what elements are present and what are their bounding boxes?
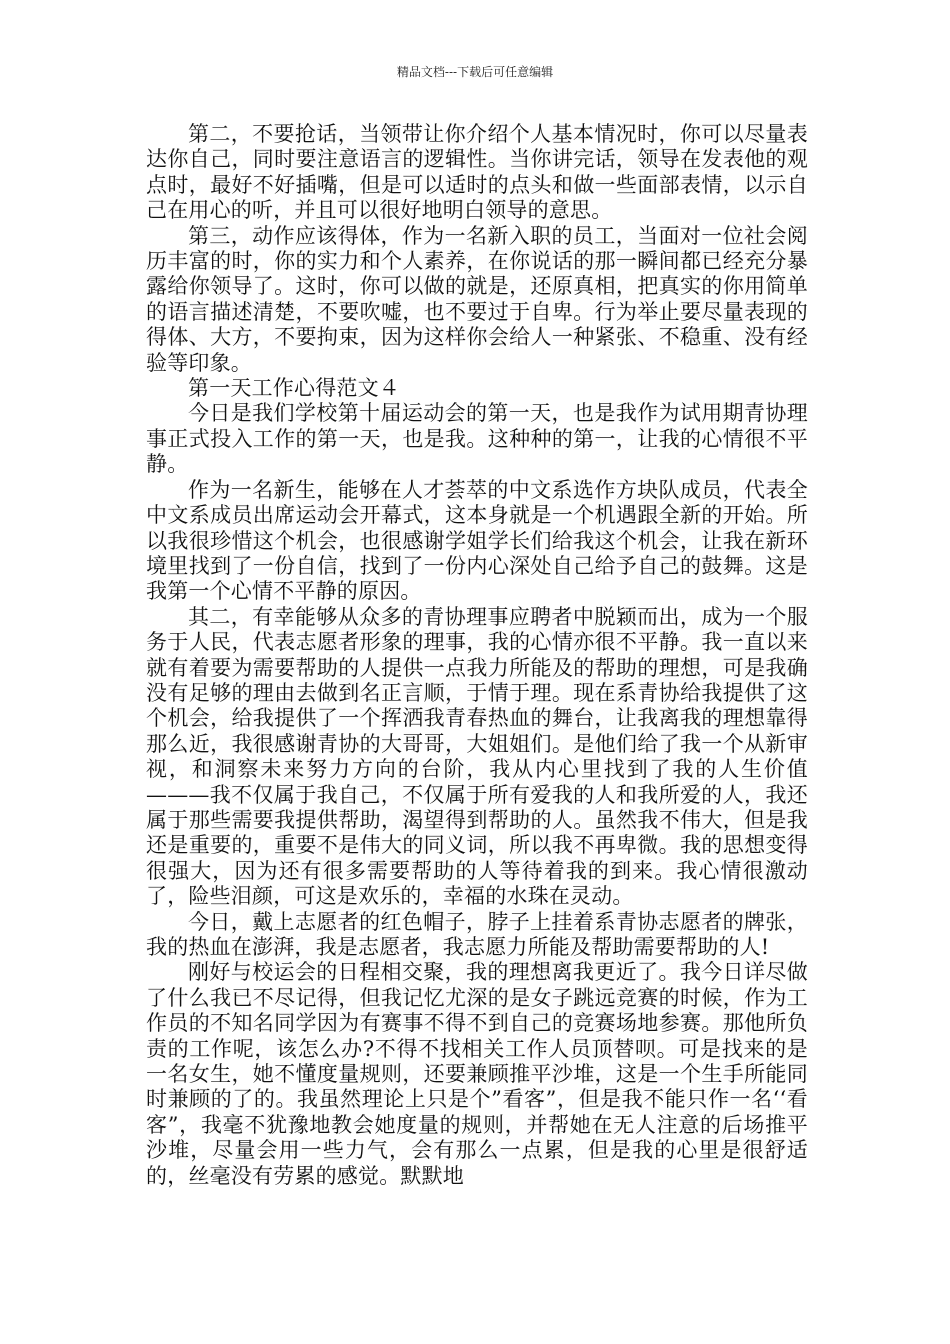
paragraph-second-point: 第二，不要抢话，当领带让你介绍个人基本情况时，你可以尽量表达你自己，同时要注意语言的逻辑性。当你讲完话，领导在发表他的观点时，最好不好插嘴，但是可以适时的点头和做一些面部表情，以示自己在用心的听，并且可以很好地明白领导的意思。 [146,122,808,223]
section-heading: 第一天工作心得范文４ [188,376,400,401]
paragraph-intro: 今日是我们学校第十届运动会的第一天，也是我作为试用期青协理事正式投入工作的第一天，也是我。这种种的第一，让我的心情很不平静。 [146,401,808,477]
paragraph-third-point: 第三，动作应该得体，作为一名新入职的员工，当面对一位社会阅历丰富的时，你的实力和个人素养，在你说话的那一瞬间都已经充分暴露给你领导了。这时，你可以做的就是，还原真相，把真实的你用简单的语言描述清楚，不要吹嘘，也不要过于自卑。行为举止要尽量表现的得体、大方，不要拘束，因为这样你会给人一种紧张、不稳重、没有经验等印象。 [146,223,808,375]
document-body [146,122,808,1189]
paragraph-secondly: 其二，有幸能够从众多的青协理事应聘者中脱颖而出，成为一个服务于人民，代表志愿者形象的理事，我的心情亦很不平静。我一直以来就有着要为需要帮助的人提供一点我力所能及的帮助的理想，可是我确没有足够的理由去做到名正言顺，于情于理。现在系青协给我提供了这个机会，给我提供了一个挥洒我青春热血的舞台，让我离我的理想靠得那么近，我很感谢青协的大哥哥，大姐姐们。是他们给了我一个从新审视，和洞察未来努力方向的台阶，我从内心里找到了我的人生价值———我不仅属于我自己，不仅属于所有爱我的人和我所爱的人，我还属于那些需要我提供帮助，渴望得到帮助的人。虽然我不伟大，但是我还是重要的，重要不是伟大的同义词，所以我不再卑微。我的思想变得很强大，因为还有很多需要帮助的人等待着我的到来。我心情很激动了，险些泪颜，可这是欢乐的，幸福的水珠在灵动。 [146,604,808,909]
paragraph-sports-meet: 刚好与校运会的日程相交聚，我的理想离我更近了。我今日详尽做了什么我已不尽记得，但我记忆尤深的是女子跳远竞赛的时候，作为工作员的不知名同学因为有赛事不得不到自己的竞赛场地参赛。那他所负责的工作呢，该怎么办?不得不找相关工作人员顶替呗。可是找来的是一名女生，她不懂度量规则，还要兼顾推平沙堆，这是一个生手所能同时兼顾的了的。我虽然理论上只是个”看客”，但是我不能只作一名‘‘看客”，我毫不犹豫地教会她度量的规则，并帮她在无人注意的后场推平沙堆，尽量会用一些力气，会有那么一点累，但是我的心里是很舒适的，丝毫没有劳累的感觉。默默地 [146,960,808,1188]
paragraph-new-student: 作为一名新生，能够在人才荟萃的中文系选作方块队成员，代表全中文系成员出席运动会开幕式，这本身就是一个机遇跟全新的开始。所以我很珍惜这个机会，也很感谢学姐学长们给我这个机会，让我在新环境里找到了一份自信，找到了一份内心深处自己给予自己的鼓舞。这是我第一个心情不平静的原因。 [146,477,808,604]
paragraph-today: 今日，戴上志愿者的红色帽子，脖子上挂着系青协志愿者的牌张，我的热血在澎湃，我是志愿者，我志愿力所能及帮助需要帮助的人! [146,909,808,959]
page-header: 精品文档---下载后可任意编辑 [396,65,554,79]
